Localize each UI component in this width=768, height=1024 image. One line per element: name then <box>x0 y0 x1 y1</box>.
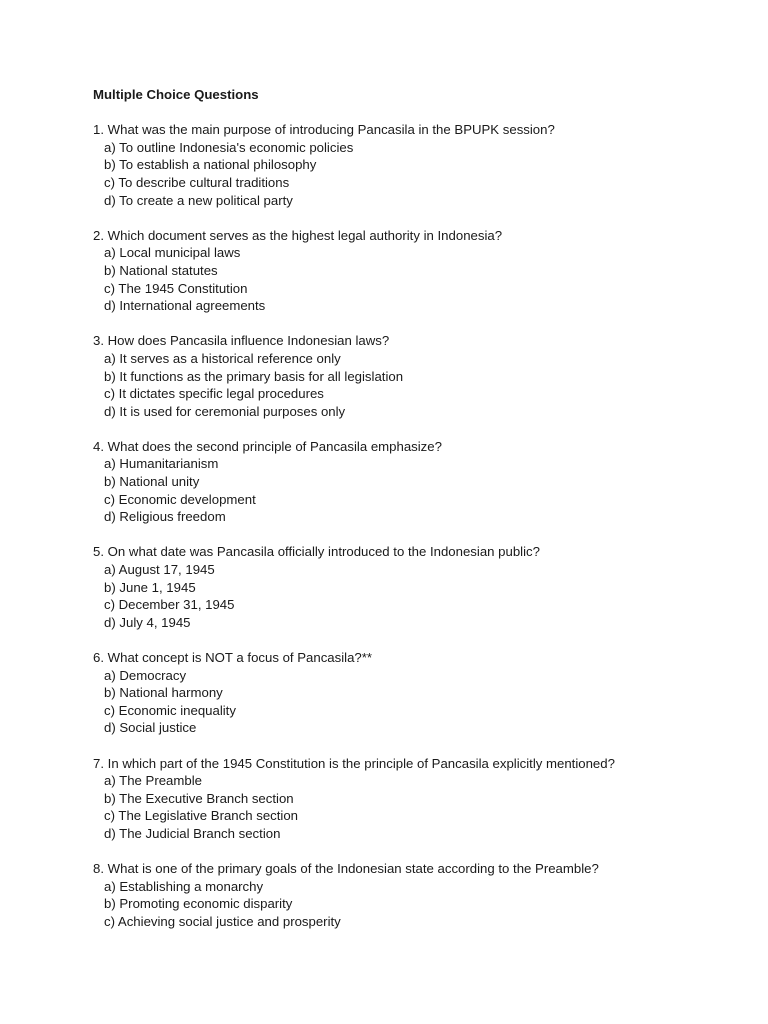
answer-option: a) Humanitarianism <box>104 456 219 472</box>
question-list <box>93 121 733 930</box>
answer-option: a) Local municipal laws <box>104 245 241 261</box>
answer-option: a) To outline Indonesia's economic policies <box>104 139 354 155</box>
answer-option: d) Social justice <box>104 720 197 736</box>
question-text: 3. How does Pancasila influence Indonesian laws? <box>93 333 390 349</box>
answer-option: c) It dictates specific legal procedures <box>104 386 324 402</box>
answer-option: b) National unity <box>104 474 200 490</box>
answer-option: c) Economic development <box>104 491 256 507</box>
question-7 <box>93 755 733 843</box>
answer-option: d) International agreements <box>104 298 266 314</box>
question-text: 4. What does the second principle of Pancasila emphasize? <box>93 438 442 454</box>
answer-option: d) It is used for ceremonial purposes only <box>104 403 346 419</box>
question-5 <box>93 543 733 631</box>
answer-option: a) August 17, 1945 <box>104 562 215 578</box>
question-text: 1. What was the main purpose of introducing Pancasila in the BPUPK session? <box>93 122 555 138</box>
answer-option: b) June 1, 1945 <box>104 579 196 595</box>
question-8 <box>93 860 733 930</box>
question-text: 8. What is one of the primary goals of the Indonesian state according to the Preamble? <box>93 861 599 877</box>
answer-option: c) The Legislative Branch section <box>104 808 299 824</box>
answer-option: d) Religious freedom <box>104 509 226 525</box>
answer-option: b) It functions as the primary basis for all legislation <box>104 368 404 384</box>
answer-option: b) National harmony <box>104 685 223 701</box>
answer-option: a) The Preamble <box>104 773 202 789</box>
answer-option: a) Democracy <box>104 667 187 683</box>
answer-option: b) To establish a national philosophy <box>104 157 317 173</box>
question-2 <box>93 227 733 315</box>
question-6 <box>93 649 733 737</box>
question-4 <box>93 438 733 526</box>
answer-option: c) To describe cultural traditions <box>104 174 290 190</box>
answer-option: d) To create a new political party <box>104 192 293 208</box>
answer-option: b) The Executive Branch section <box>104 790 294 806</box>
answer-option: b) Promoting economic disparity <box>104 896 293 912</box>
answer-option: c) Achieving social justice and prosperity <box>104 913 341 929</box>
answer-option: c) The 1945 Constitution <box>104 280 248 296</box>
question-text: 5. On what date was Pancasila officially introduced to the Indonesian public? <box>93 544 540 560</box>
document-content <box>93 86 733 948</box>
question-text: 2. Which document serves as the highest legal authority in Indonesia? <box>93 227 503 243</box>
question-3 <box>93 332 733 420</box>
answer-option: a) Establishing a monarchy <box>104 878 264 894</box>
document-title: Multiple Choice Questions <box>93 87 259 102</box>
answer-option: d) The Judicial Branch section <box>104 825 281 841</box>
question-text: 7. In which part of the 1945 Constitution is the principle of Pancasila explicitly mentioned? <box>93 755 615 771</box>
answer-option: c) Economic inequality <box>104 702 236 718</box>
answer-option: d) July 4, 1945 <box>104 614 191 630</box>
answer-option: b) National statutes <box>104 262 218 278</box>
question-1 <box>93 121 733 209</box>
answer-option: c) December 31, 1945 <box>104 597 235 613</box>
answer-option: a) It serves as a historical reference only <box>104 350 341 366</box>
question-text: 6. What concept is NOT a focus of Pancasila?** <box>93 650 373 665</box>
